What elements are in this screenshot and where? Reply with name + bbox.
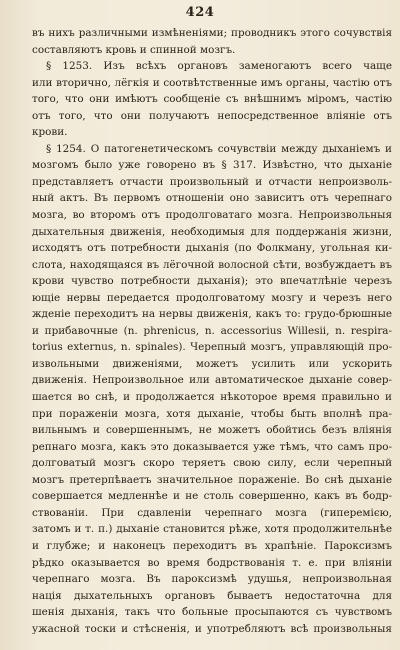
- text-line: крови.: [32, 126, 68, 139]
- text-line: въ нихъ различными измѣненіями; проводникъ этого сочувствія: [32, 27, 392, 39]
- text-line: затомъ и т. п.) дыханіе становится рѣже, хотя продолжительнѣе: [32, 523, 392, 536]
- text-line: крови чувство потребности дыханія); это впечатлѣніе черезъ: [32, 275, 392, 288]
- text-line: при пораженіи мозга, хотя дыханіе, чтобы быть вполнѣ пра-: [32, 407, 392, 420]
- text-line: ющіе нервы передается продолговатому мозгу и черезъ него: [32, 291, 392, 304]
- text-line: исходятъ отъ потребности дыханія (по Фолкману, угольная ки-: [32, 242, 392, 255]
- text-line: слота, находящаяся въ лёгочной волосной сѣти, возбуждаетъ въ: [32, 258, 392, 271]
- text-line: torius externus, n. spinales). Черепный мозгъ, управляющій про-: [32, 341, 392, 354]
- text-line: того, что они имѣютъ сообщеніе съ внѣшнимъ міромъ, частію: [32, 93, 392, 106]
- text-line: совершается медленнѣе и не столь совершенно, какъ въ бодр-: [32, 490, 392, 503]
- text-line: ужасной тоски и стѣсненія, и употребляютъ всѣ произвольныя: [32, 622, 392, 635]
- text-line: ный актъ. Въ первомъ отношеніи оно зависитъ отъ черепнаго: [32, 192, 392, 205]
- page-number: 424: [185, 5, 215, 20]
- text-line: рѣдко оказывается во время бодрствованія т. е. при вліяніи: [32, 556, 392, 569]
- text-line: § 1254. О патогенетическомъ сочувствіи между дыханіемъ и: [46, 142, 392, 155]
- text-line: мозгомъ было уже говорено въ § 317. Извѣстно, что дыханіе: [32, 159, 392, 172]
- text-line: отъ того, что они получаютъ непосредственное вліяніе отъ: [32, 109, 392, 122]
- text-line: вильнымъ и совершеннымъ, не можетъ обойтись безъ вліянія: [32, 424, 392, 437]
- text-line: дыхательныя движенія, необходимыя для поддержанія жизни,: [32, 225, 392, 238]
- text-line: или вторично, лёгкія и соотвѣтственные имъ органы, частію отъ: [32, 76, 392, 89]
- text-line: мозга, во второмъ отъ продолговатаго мозга. Непроизвольныя: [32, 209, 392, 222]
- text-line: ствованіи. При сдавленіи черепнаго мозга (гиперемією,: [32, 506, 392, 519]
- text-line: составляютъ кровь и спинной мозгъ.: [32, 43, 236, 56]
- text-line: и прибавочные (n. phrenicus, n. accessorius Willesii, n. respira-: [32, 324, 392, 337]
- body-text: [32, 25, 392, 637]
- text-line: долговатый мозгъ скоро теряетъ свою силу, если черепный: [32, 457, 392, 470]
- text-line: шается во снѣ, и продолжается нѣкоторое время правильно и: [32, 391, 392, 404]
- text-line: представляетъ отчасти произвольный и отчасти непроизволь-: [32, 175, 392, 188]
- text-line: репнаго мозга, какъ это доказывается уже тѣмъ, что самъ про-: [32, 440, 392, 453]
- text-line: мозгъ претерпѣваетъ значительное пораженіе. Во снѣ дыханіе: [32, 473, 392, 486]
- text-line: движенія. Непроизвольное или автоматическое дыханіе совер-: [32, 374, 392, 387]
- text-line: извольными движеніями, можетъ усилить или ускорить: [32, 357, 392, 370]
- text-line: § 1253. Изъ всѣхъ органовъ заменогаютъ всего чаще: [46, 60, 392, 73]
- text-line: шенія дыханія, такъ что больные просыпаются съ чувствомъ: [32, 606, 392, 619]
- text-line: и глубже; и наконецъ переходитъ въ храпѣніе. Пароксизмъ: [32, 539, 392, 552]
- text-line: жденіе переходитъ на нервы движенія, какъ то: грудо-брюшные: [32, 308, 392, 321]
- text-line: черепнаго мозга. Въ пароксизмѣ удушья, непроизвольная: [32, 573, 392, 586]
- text-line: нація дыхательныхъ органовъ бываетъ недостаточна для: [32, 589, 392, 602]
